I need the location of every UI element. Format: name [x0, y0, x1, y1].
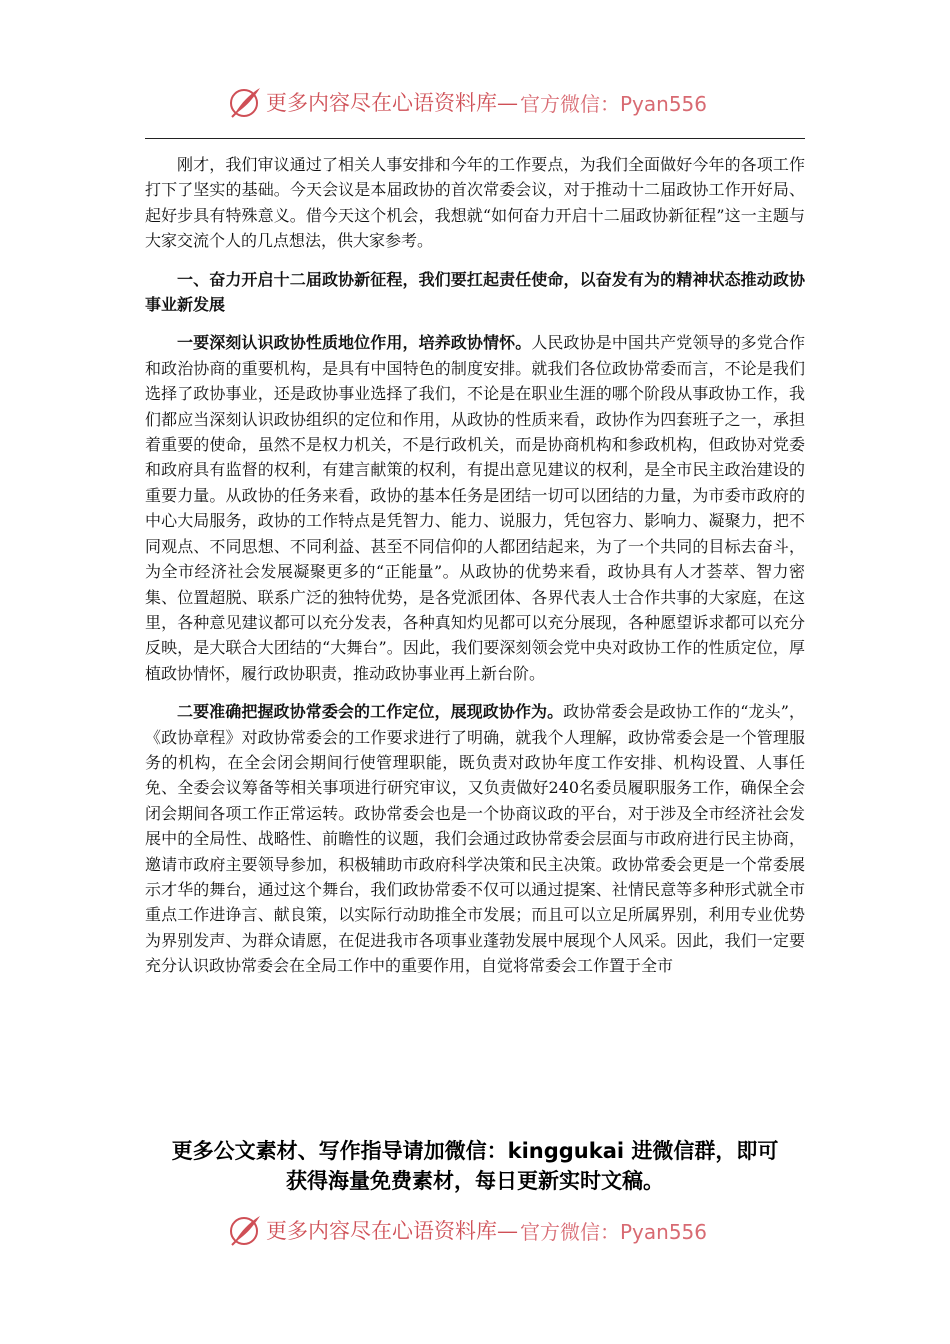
document-body — [145, 152, 805, 992]
quill-logo-icon — [228, 85, 262, 119]
banner-site-text: 更多内容尽在心语资料库— — [266, 91, 518, 115]
banner-site-text: 更多内容尽在心语资料库— — [266, 1219, 518, 1243]
sub-section-paragraph — [145, 699, 805, 978]
sub-section-text: 政协常委会是政协工作的“龙头”，《政协章程》对政协常委会的工作要求进行了明确，就我个人理解，政协常委会是一个管理服务的机构，在全会闭会期间行使管理职能，既负责对政协年度工作安排、机构设置、人事任免、全委会议筹备等相关事项进行研究审议，又负责做好240名委员履职服务工作，确保全会闭会期间各项工作正常运转。政协常委会也是一个协商议政的平台，对于涉及全市经济社会发展中的全局性、战略性、前瞻性的议题，我们会通过政协常委会层面与市政府进行民主协商，邀请市政府主要领导参加，积极辅助市政府科学决策和民主决策。政协常委会更是一个常委展示才华的舞台，通过这个舞台，我们政协常委不仅可以通过提案、社情民意等多种形式就全市重点工作进诤言、献良策，以实际行动助推全市发展；而且可以立足所属界别，利用专业优势为界别发声、为群众请愿，在促进我市各项事业蓬勃发展中展现个人风采。因此，我们一定要充分认识政协常委会在全局工作中的重要作用，自觉将常委会工作置于全市 — [145, 702, 805, 976]
banner-contact-text: 官方微信：Pyan556 — [520, 91, 708, 116]
sub-section-lead: 二要准确把握政协常委会的工作定位，展现政协作为。 — [177, 702, 564, 722]
sub-section-lead: 一要深刻认识政协性质地位作用，培养政协情怀。 — [177, 333, 532, 353]
quill-logo-icon — [228, 1213, 262, 1247]
promo-line: 获得海量免费素材，每日更新实时文稿。 — [286, 1169, 664, 1193]
header-divider — [145, 138, 805, 139]
promo-line: 更多公文素材、写作指导请加微信：kinggukai 进微信群，即可 — [171, 1139, 779, 1163]
header-watermark-banner — [228, 82, 707, 122]
sub-section-text: 人民政协是中国共产党领导的多党合作和政治协商的重要机构，是具有中国特色的制度安排。就我们各位政协常委而言，不论是我们选择了政协事业，还是政协事业选择了我们，不论是在职业生涯的哪个阶段从事政协工作，我们都应当深刻认识政协组织的定位和作用，从政协的性质来看，政协作为四套班子之一，承担着重要的使命，虽然不是权力机关，不是行政机关，而是协商机构和参政机构，但政协对党委和政府具有监督的权利，有建言献策的权利，有提出意见建议的权利，是全市民主政治建设的重要力量。从政协的任务来看，政协的基本任务是团结一切可以团结的力量，为市委市政府的中心大局服务，政协的工作特点是凭智力、能力、说服力，凭包容力、影响力、凝聚力，把不同观点、不同思想、不同利益、甚至不同信仰的人都团结起来，为了一个共同的目标去奋斗，为全市经济社会发展凝聚更多的“正能量”。从政协的优势来看，政协具有人才荟萃、智力密集、位置超脱、联系广泛的独特优势，是各党派团体、各界代表人士合作共事的大家庭，在这里，各种意见建议都可以充分发表，各种真知灼见都可以充分展现，各种愿望诉求都可以充分反映，是大联合大团结的“大舞台”。因此，我们要深刻领会党中央对政协工作的性质定位，厚植政协情怀，履行政协职责，推动政协事业再上新台阶。 — [145, 333, 805, 683]
sub-section-paragraph — [145, 330, 805, 686]
section-heading: 一、奋力开启十二届政协新征程，我们要扛起责任使命，以奋发有为的精神状态推动政协事业新发展 — [145, 269, 805, 315]
banner-contact-text: 官方微信：Pyan556 — [520, 1219, 708, 1244]
footer-watermark-banner — [228, 1210, 707, 1250]
promo-notice — [100, 1136, 850, 1196]
intro-paragraph: 刚才，我们审议通过了相关人事安排和今年的工作要点，为我们全面做好今年的各项工作打下了坚实的基础。今天会议是本届政协的首次常委会议，对于推动十二届政协工作开好局、起好步具有特殊意义。借今天这个机会，我想就“如何奋力开启十二届政协新征程”这一主题与大家交流个人的几点想法，供大家参考。 — [145, 155, 805, 251]
page-header — [0, 82, 950, 126]
